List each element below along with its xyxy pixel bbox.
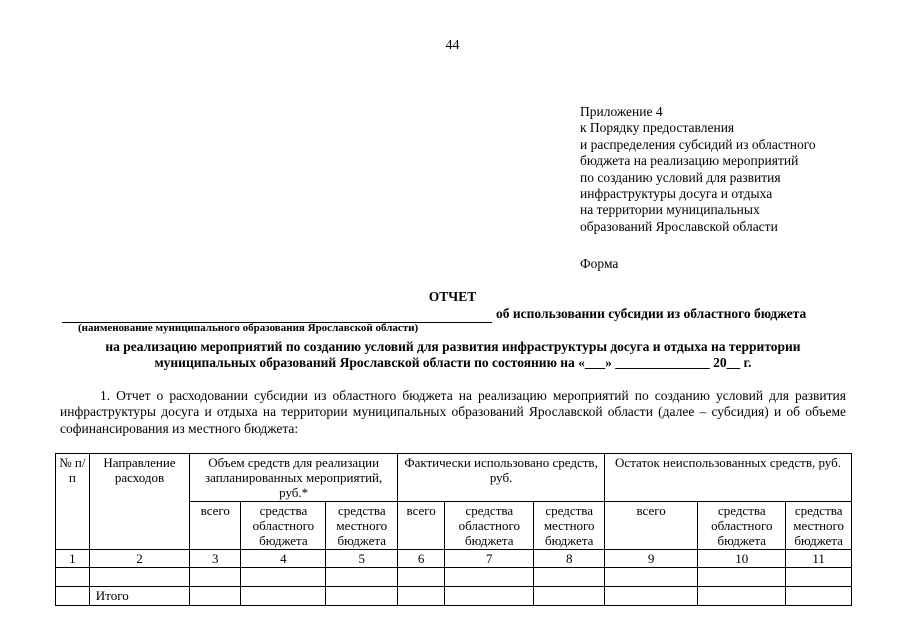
table-cell <box>786 587 852 606</box>
table-cell <box>56 587 90 606</box>
table-cell <box>534 568 605 587</box>
column-number-cell: 8 <box>534 550 605 568</box>
column-number-cell: 4 <box>241 550 326 568</box>
table-cell <box>326 568 398 587</box>
subheader-cell-total: всего <box>190 502 241 550</box>
table-cell <box>534 587 605 606</box>
table-cell <box>698 587 786 606</box>
subheader-cell-local: средства местного бюджета <box>534 502 605 550</box>
subheader-cell-local: средства местного бюджета <box>786 502 852 550</box>
table-cell <box>698 568 786 587</box>
column-number-row <box>56 550 852 568</box>
table-cell <box>190 568 241 587</box>
subheader-cell-local: средства местного бюджета <box>326 502 398 550</box>
table-cell <box>241 587 326 606</box>
appendix-line: на территории муниципальных <box>580 202 760 218</box>
column-number-cell: 1 <box>56 550 90 568</box>
title-continuation <box>60 339 846 371</box>
report-table <box>55 453 852 606</box>
title-line-3: муниципальных образований Ярославской области по состоянию на «___» ______________ 20__ г. <box>154 355 752 370</box>
column-number-cell: 3 <box>190 550 241 568</box>
appendix-line: инфраструктуры досуга и отдыха <box>580 186 773 202</box>
table-row <box>56 568 852 587</box>
header-cell-no: № п/п <box>56 454 90 550</box>
column-number-cell: 11 <box>786 550 852 568</box>
title-line-1-text: об использовании субсидии из областного бюджета <box>496 306 807 321</box>
appendix-line: Приложение 4 <box>580 104 663 119</box>
appendix-line: к Порядку предоставления <box>580 120 735 136</box>
table-cell <box>398 568 445 587</box>
subheader-cell-regional: средства областного бюджета <box>241 502 326 550</box>
appendix-line: образований Ярославской области <box>580 218 778 234</box>
subheader-cell-total: всего <box>398 502 445 550</box>
appendix-line: по созданию условий для развития <box>580 169 781 185</box>
table-cell <box>241 568 326 587</box>
page-number: 44 <box>445 38 460 53</box>
table-cell <box>326 587 398 606</box>
municipality-caption: (наименование муниципального образования Ярославской области) <box>78 322 419 334</box>
table-cell <box>605 568 698 587</box>
subheader-cell-regional: средства областного бюджета <box>445 502 534 550</box>
table-cell <box>445 568 534 587</box>
appendix-line: и распределения субсидий из областного <box>580 136 816 152</box>
report-title: ОТЧЕТ <box>428 289 477 304</box>
table-cell <box>398 587 445 606</box>
header-cell-planned: Объем средств для реализации запланированных мероприятий, руб.* <box>190 454 398 502</box>
appendix-line: бюджета на реализацию мероприятий <box>580 153 799 169</box>
form-label: Форма <box>580 256 619 271</box>
column-number-cell: 10 <box>698 550 786 568</box>
subheader-cell-regional: средства областного бюджета <box>698 502 786 550</box>
column-number-cell: 6 <box>398 550 445 568</box>
header-cell-direction: Направление расходов <box>89 454 189 550</box>
total-label: Итого <box>89 587 189 606</box>
column-number-cell: 9 <box>605 550 698 568</box>
column-number-cell: 7 <box>445 550 534 568</box>
header-cell-remaining: Остаток неиспользованных средств, руб. <box>605 454 852 502</box>
table-cell <box>190 587 241 606</box>
column-number-cell: 5 <box>326 550 398 568</box>
subheader-cell-total: всего <box>605 502 698 550</box>
table-header-row <box>56 454 852 502</box>
column-number-cell: 2 <box>89 550 189 568</box>
appendix-block <box>580 104 816 235</box>
header-cell-used: Фактически использовано средств, руб. <box>398 454 605 502</box>
title-line-2: на реализацию мероприятий по созданию условий для развития инфраструктуры досуга и отдыха на территории <box>105 339 801 354</box>
table-cell <box>605 587 698 606</box>
table-cell <box>89 568 189 587</box>
intro-paragraph: 1. Отчет о расходовании субсидии из областного бюджета на реализацию мероприятий по созданию условий для развития инфраструктуры досуга и отдыха на территории муниципальных образований Ярославской области (далее – субсидия) и об объеме софинансирования из местного бюджета: <box>60 388 846 436</box>
table-cell <box>445 587 534 606</box>
table-total-row <box>56 587 852 606</box>
table-cell <box>786 568 852 587</box>
table-cell <box>56 568 90 587</box>
